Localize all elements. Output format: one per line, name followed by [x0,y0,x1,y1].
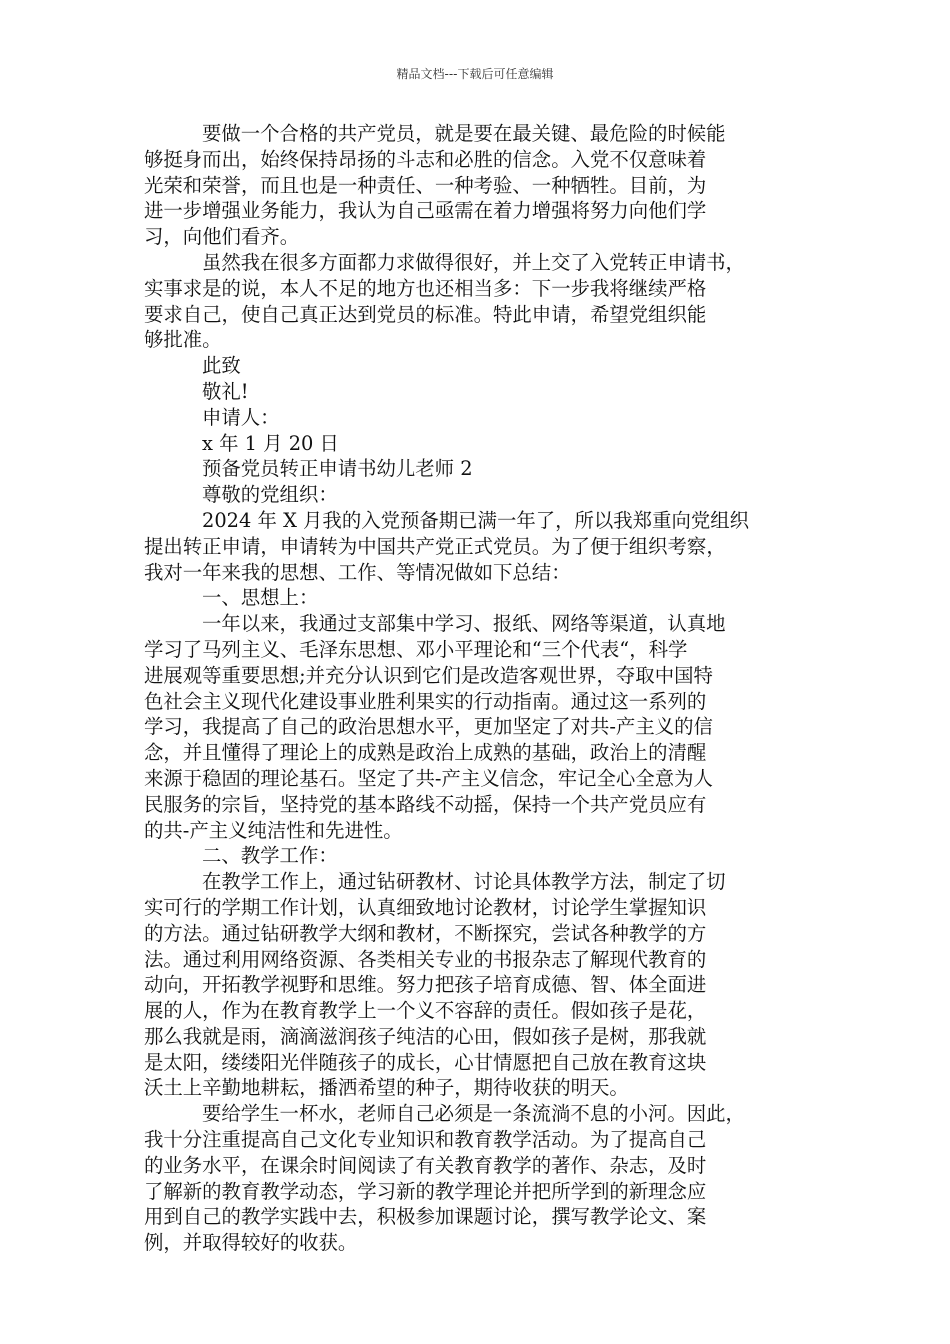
page-header: 精品文档---下载后可任意编辑 [396,67,554,81]
text-line: 展的人，作为在教育教学上一个义不容辞的责任。假如孩子是花， [144,999,707,1023]
text-line: 敬礼! [202,379,249,403]
text-line: 用到自己的教学实践中去，积极参加课题讨论，撰写教学论文、案 [144,1205,707,1229]
text-line: 我十分注重提高自己文化专业知识和教育教学活动。为了提高自己 [144,1128,707,1152]
text-line: 沃土上辛勤地耕耘，播洒希望的种子，期待收获的明天。 [144,1076,629,1100]
text-line: 实可行的学期工作计划，认真细致地讨论教材，讨论学生掌握知识 [144,895,707,919]
text-line: 此致 [202,354,241,378]
document-body [144,121,834,1256]
text-line: 要做一个合格的共产党员，就是要在最关键、最危险的时候能 [202,122,726,145]
text-line: 动向，开拓教学视野和思维。努力把孩子培育成德、智、体全面进 [144,973,707,997]
text-line: 的方法。通过钻研教学大纲和教材，不断探究，尝试各种教学的方 [144,921,707,945]
text-line: 实事求是的说，本人不足的地方也还相当多：下一步我将继续严格 [144,276,707,300]
text-line: 光荣和荣誉，而且也是一种责任、一种考验、一种牺牲。目前，为 [144,173,707,197]
text-line: 了解新的教育教学动态，学习新的教学理论并把所学到的新理念应 [144,1179,707,1203]
text-line: 够批准。 [144,328,222,352]
text-line: 申请人： [202,405,280,429]
text-line: 民服务的宗旨，坚持党的基本路线不动摇，保持一个共产党员应有 [144,792,707,816]
text-line: 尊敬的党组织： [202,483,338,507]
text-line: 够挺身而出，始终保持昂扬的斗志和必胜的信念。入党不仅意味着 [144,147,707,171]
text-line: 进一步增强业务能力，我认为自己亟需在着力增强将努力向他们学 [144,199,707,223]
text-line: 色社会主义现代化建设事业胜利果实的行动指南。通过这一系列的 [144,689,707,713]
text-line: 是太阳，缕缕阳光伴随孩子的成长，心甘情愿把自己放在教育这块 [144,1050,707,1074]
text-line: 一、思想上： [202,586,319,610]
text-line: 习，向他们看齐。 [144,225,300,249]
text-line: x 年 1 月 20 日 [202,431,339,455]
text-line: 要给学生一杯水，老师自己必须是一条流淌不息的小河。因此， [202,1102,745,1126]
text-line: 预备党员转正申请书幼儿老师 2 [202,457,473,481]
text-line: 二、教学工作： [202,844,338,868]
text-line: 虽然我在很多方面都力求做得很好，并上交了入党转正申请书， [202,250,745,274]
text-line: 学习了马列主义、毛泽东思想、邓小平理论和“三个代表“，科学 [144,637,688,661]
text-line: 法。通过利用网络资源、各类相关专业的书报杂志了解现代教育的 [144,947,707,971]
text-line: 2024 年 X 月我的入党预备期已满一年了，所以我郑重向党组织 [202,508,750,532]
text-line: 一年以来，我通过支部集中学习、报纸、网络等渠道，认真地 [202,612,726,636]
text-line: 提出转正申请，申请转为中国共产党正式党员。为了便于组织考察， [144,534,726,558]
text-line: 要求自己，使自己真正达到党员的标准。特此申请，希望党组织能 [144,302,707,326]
text-line: 那么我就是雨，滴滴滋润孩子纯洁的心田，假如孩子是树，那我就 [144,1024,707,1048]
text-line: 的业务水平，在课余时间阅读了有关教育教学的著作、杂志，及时 [144,1153,707,1177]
text-line: 念，并且懂得了理论上的成熟是政治上成熟的基础，政治上的清醒 [144,741,707,765]
text-line: 在教学工作上，通过钻研教材、讨论具体教学方法，制定了切 [202,870,726,894]
text-line: 来源于稳固的理论基石。坚定了共-产主义信念，牢记全心全意为人 [144,766,713,790]
text-line: 的共-产主义纯洁性和先进性。 [144,818,403,842]
text-line: 我对一年来我的思想、工作、等情况做如下总结： [144,560,571,584]
text-line: 例，并取得较好的收获。 [144,1231,358,1255]
text-line: 学习，我提高了自己的政治思想水平，更加坚定了对共-产主义的信 [144,715,713,739]
text-line: 进展观等重要思想;并充分认识到它们是改造客观世界，夺取中国特 [144,663,713,687]
